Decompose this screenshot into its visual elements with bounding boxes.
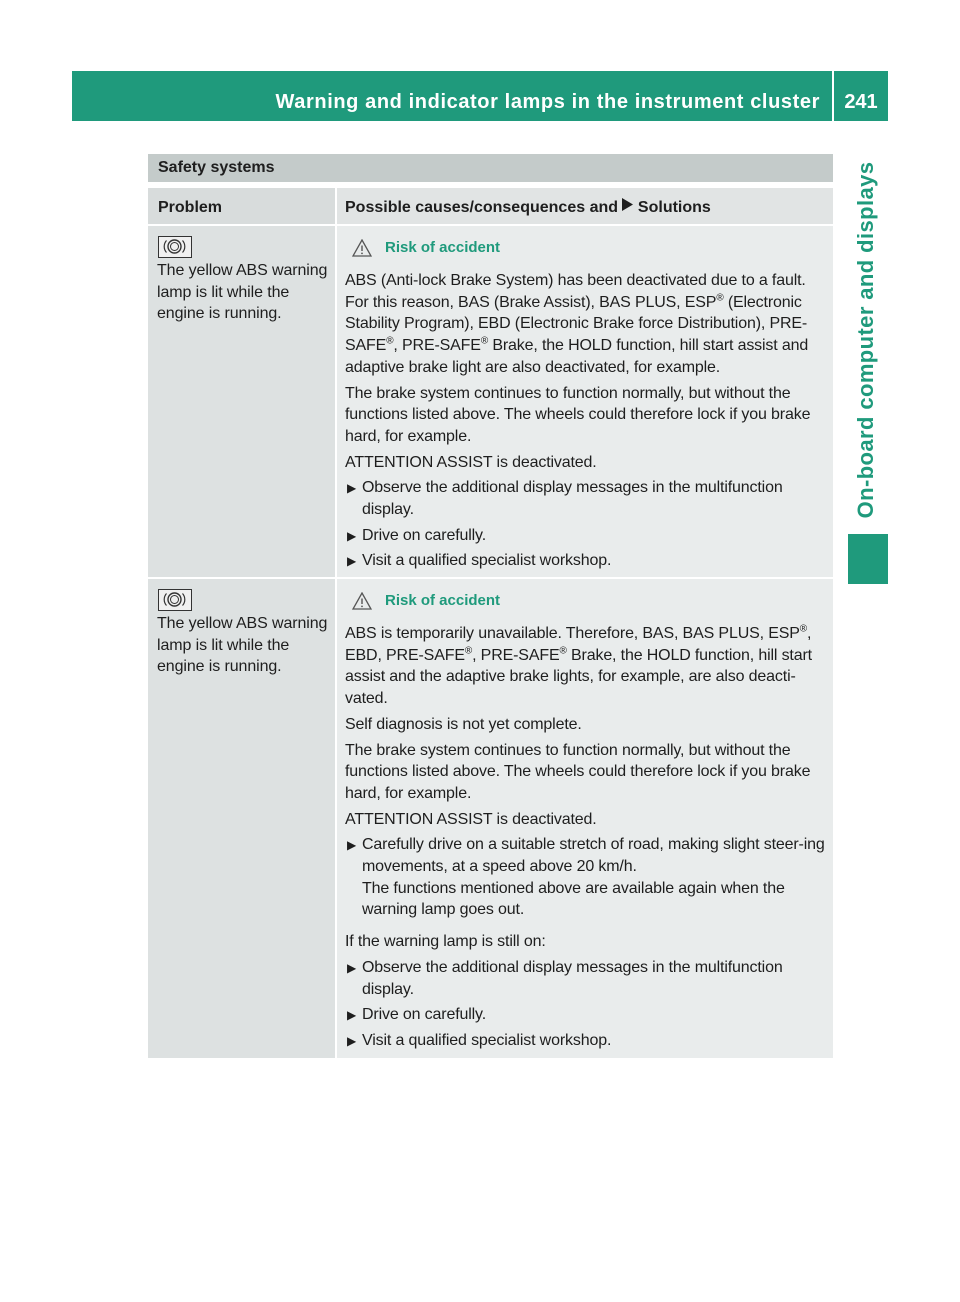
instruction-text: Drive on carefully.: [362, 1006, 487, 1024]
warning-label: Risk of accident: [385, 592, 501, 609]
solutions-text: [345, 623, 829, 1056]
side-tab-label: On-board computer and displays: [853, 161, 878, 519]
safety-systems-table: [148, 188, 833, 1060]
text-run: (Electronic Stability Program), EBD (Electronic Brake force Distribution), PRE-SAFE: [345, 293, 808, 355]
instruction-step: [345, 957, 829, 1000]
text-run: , EBD, PRE-SAFE: [345, 625, 812, 664]
instruction-text: Drive on carefully.: [362, 526, 487, 544]
text-run: Brake, the HOLD function, hill start assist and the adaptive brake lights, for example, are also deacti-vated.: [345, 646, 812, 708]
instruction-step: [345, 550, 829, 572]
registered-mark: ®: [716, 292, 724, 304]
registered-mark: ®: [480, 335, 489, 347]
column-header-causes: [345, 199, 711, 217]
section-title: Safety systems: [158, 159, 275, 176]
column-header-problem: Problem: [158, 199, 223, 216]
solutions-cell: [337, 579, 833, 1058]
bullet-arrow-icon: ▶: [347, 1008, 357, 1023]
header-cell-causes: [337, 188, 833, 224]
problem-description: The yellow ABS warning lamp is lit while the engine is running.: [157, 262, 328, 323]
instruction-step: [345, 525, 829, 547]
column-header-solutions: Solutions: [637, 199, 711, 216]
solutions-text: [345, 270, 829, 576]
paragraph: If the warning lamp is still on:: [345, 933, 546, 951]
instruction-text: Visit a qualified specialist workshop.: [362, 1031, 612, 1049]
instruction-text: Observe the additional display messages in the multifunction display.: [362, 479, 783, 519]
solutions-cell: [337, 226, 833, 577]
bullet-arrow-icon: ▶: [347, 528, 357, 543]
text-run: Brake, the HOLD function, hill start assist and adaptive brake light are also deactivated, for example.: [345, 337, 809, 376]
problem-cell: [148, 226, 335, 577]
column-header-causes-text: Possible causes/consequences and: [345, 199, 619, 216]
registered-mark: ®: [386, 335, 394, 347]
instruction-text: Visit a qualified specialist workshop.: [362, 552, 612, 570]
warning-triangle-icon: [352, 239, 372, 257]
paragraph: [345, 623, 829, 710]
instruction-text: Observe the additional display messages in the multifunction display.: [362, 958, 783, 998]
registered-mark: ®: [464, 645, 473, 657]
table-row: [148, 226, 833, 577]
registered-mark: ®: [799, 623, 807, 635]
registered-mark: ®: [559, 645, 567, 657]
warning-triangle-icon: [352, 592, 372, 610]
bullet-arrow-icon: ▶: [347, 554, 357, 569]
paragraph: The brake system continues to function normally, but without the functions listed above. The wheels could therefore lock if you brake hard, for example.: [345, 384, 811, 445]
page-number: 241: [844, 91, 878, 113]
abs-warning-lamp-icon: [158, 589, 192, 611]
problem-cell: [148, 579, 335, 1058]
instruction-step: [345, 477, 829, 520]
instruction-step: [345, 834, 829, 921]
paragraph: The brake system continues to function normally, but without the functions listed above. The wheels could therefore lock if you brake hard, for example.: [345, 741, 811, 802]
bullet-arrow-icon: ▶: [347, 481, 357, 496]
table-header-row: [148, 188, 833, 224]
side-tab-marker: [848, 534, 888, 584]
paragraph: ATTENTION ASSIST is deactivated.: [345, 810, 597, 828]
table-row: [148, 579, 833, 1058]
instruction-text: Carefully drive on a suitable stretch of road, making slight steer-ing movements, at a speed above 20 km/h.: [362, 836, 825, 876]
header-cell-problem: [148, 188, 335, 224]
play-arrow-icon: [622, 199, 633, 214]
bullet-arrow-icon: ▶: [347, 1033, 357, 1048]
header-bar: [72, 71, 832, 121]
problem-description: The yellow ABS warning lamp is lit while the engine is running.: [157, 615, 328, 676]
bullet-arrow-icon: ▶: [347, 838, 357, 853]
instruction-step: [345, 1030, 829, 1052]
side-tab: [844, 150, 888, 530]
instruction-step: [345, 1004, 829, 1026]
page-number-box: [834, 71, 888, 121]
bullet-arrow-icon: ▶: [347, 960, 357, 975]
instruction-note: The functions mentioned above are available again when the warning lamp goes out.: [362, 879, 785, 919]
paragraph: [345, 270, 829, 379]
section-title-bar: [148, 154, 833, 182]
header-title: Warning and indicator lamps in the instrument cluster: [275, 91, 820, 113]
text-run: , PRE-SAFE: [472, 646, 560, 664]
text-run: ABS is temporarily unavailable. Therefore, BAS, BAS PLUS, ESP: [345, 625, 800, 642]
paragraph: Self diagnosis is not yet complete.: [345, 715, 582, 733]
text-run: ABS (Anti-lock Brake System) has been deactivated due to a fault. For this reason, BAS (Brake Assist), BAS PLUS, ESP: [345, 272, 806, 311]
text-run: , PRE-SAFE: [393, 337, 481, 355]
abs-warning-lamp-icon: [158, 236, 192, 258]
warning-label: Risk of accident: [385, 239, 501, 256]
paragraph: ATTENTION ASSIST is deactivated.: [345, 453, 597, 471]
